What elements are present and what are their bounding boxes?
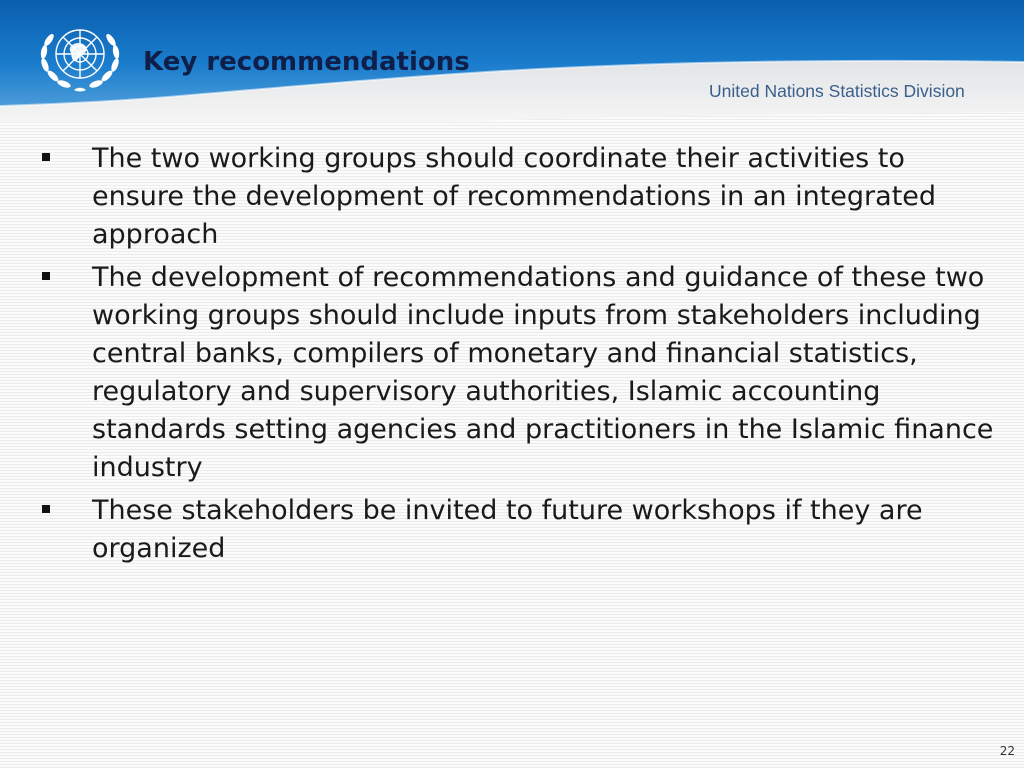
square-bullet-icon [42, 153, 50, 161]
square-bullet-icon [42, 272, 50, 280]
organization-name: United Nations Statistics Division [709, 81, 965, 101]
slide-header [0, 0, 1024, 122]
bullet-text: These stakeholders be invited to future workshops if they are organized [92, 495, 923, 564]
slide-title: Key recommendations [143, 47, 470, 77]
bullet-list [36, 140, 996, 568]
square-bullet-icon [42, 505, 50, 513]
bullet-item-workshops [36, 492, 996, 568]
bullet-item-coordination [36, 140, 996, 254]
slide-content [36, 140, 996, 573]
un-emblem-icon [30, 12, 130, 98]
bullet-text: The development of recommendations and guidance of these two working groups should include inputs from stakeholders including central banks, compilers of monetary and financial statistics, regulatory and supervisory authorities, Islamic accounting standards setting agencies and practitioners in the Islamic finance industry [92, 262, 994, 483]
bullet-text: The two working groups should coordinate their activities to ensure the development of recommendations in an integrated approach [92, 143, 937, 250]
bullet-item-stakeholder-inputs [36, 259, 996, 487]
page-number: 22 [999, 744, 1015, 758]
